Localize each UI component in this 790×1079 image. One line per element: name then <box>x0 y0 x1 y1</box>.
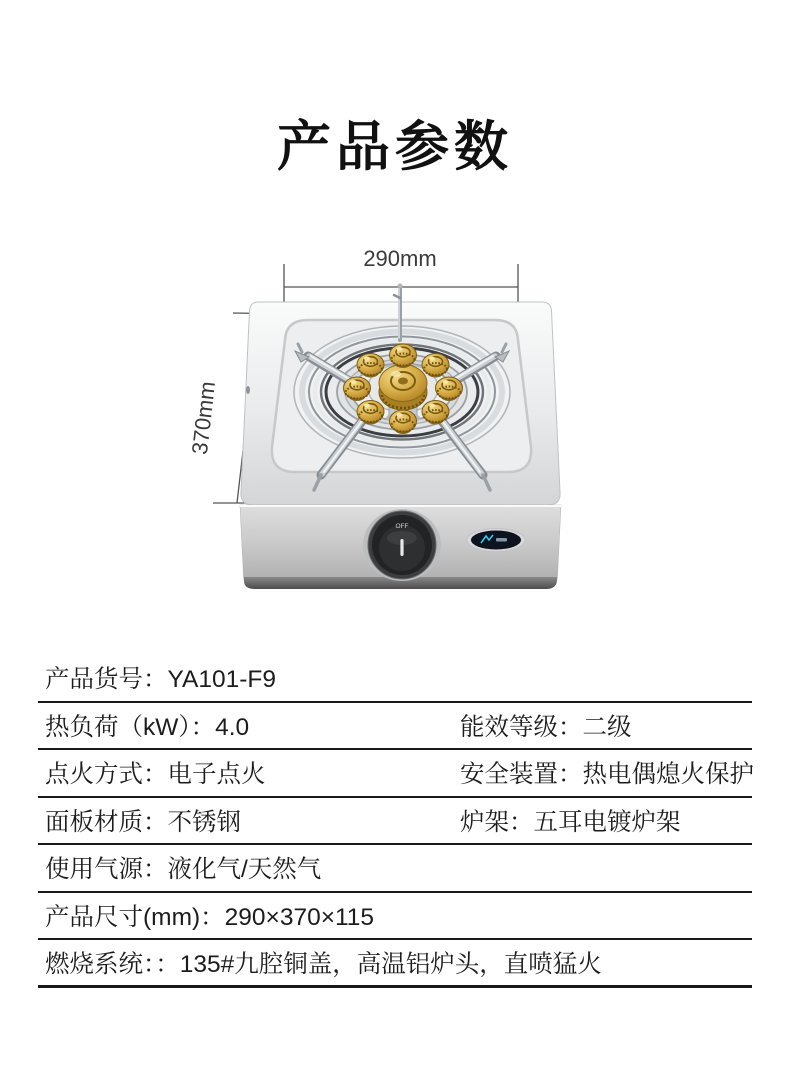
page-title: 产品参数 <box>277 117 513 177</box>
control-knob <box>363 509 441 581</box>
spec-energy-rating: 能效等级：二级 <box>460 713 632 741</box>
stove-illustration <box>240 284 561 590</box>
width-dimension-label: 290mm <box>363 246 437 271</box>
spec-panel-material: 面板材质：不锈钢 <box>45 808 241 836</box>
rim-notch <box>246 386 250 394</box>
knob-off-label: OFF <box>395 523 409 530</box>
spec-pan-support: 炉架：五耳电镀炉架 <box>460 808 681 836</box>
depth-dimension-label: 370mm <box>186 380 221 456</box>
knob-indicator <box>400 539 403 556</box>
spec-heat-load: 热负荷（kW）：4.0 <box>45 713 250 741</box>
brand-logo-badge <box>467 529 525 552</box>
spec-burner-system: 燃烧系统：：135#九腔铜盖，高温铝炉头，直喷猛火 <box>45 950 602 978</box>
spec-gas-source: 使用气源：液化气/天然气 <box>45 856 322 884</box>
spec-safety-device: 安全装置：热电偶熄火保护 <box>460 761 754 789</box>
product-diagram <box>180 240 600 600</box>
table-row <box>38 655 752 703</box>
spec-table <box>38 655 752 988</box>
spec-product-code: 产品货号：YA101-F9 <box>45 666 276 694</box>
table-row <box>38 893 752 941</box>
table-row <box>38 845 752 893</box>
table-row <box>38 703 752 751</box>
table-row <box>38 940 752 988</box>
spec-ignition: 点火方式：电子点火 <box>45 761 266 789</box>
logo-wordmark <box>496 538 507 542</box>
table-row <box>38 798 752 846</box>
spec-dimensions: 产品尺寸(mm)：290×370×115 <box>45 903 375 931</box>
table-row <box>38 750 752 798</box>
